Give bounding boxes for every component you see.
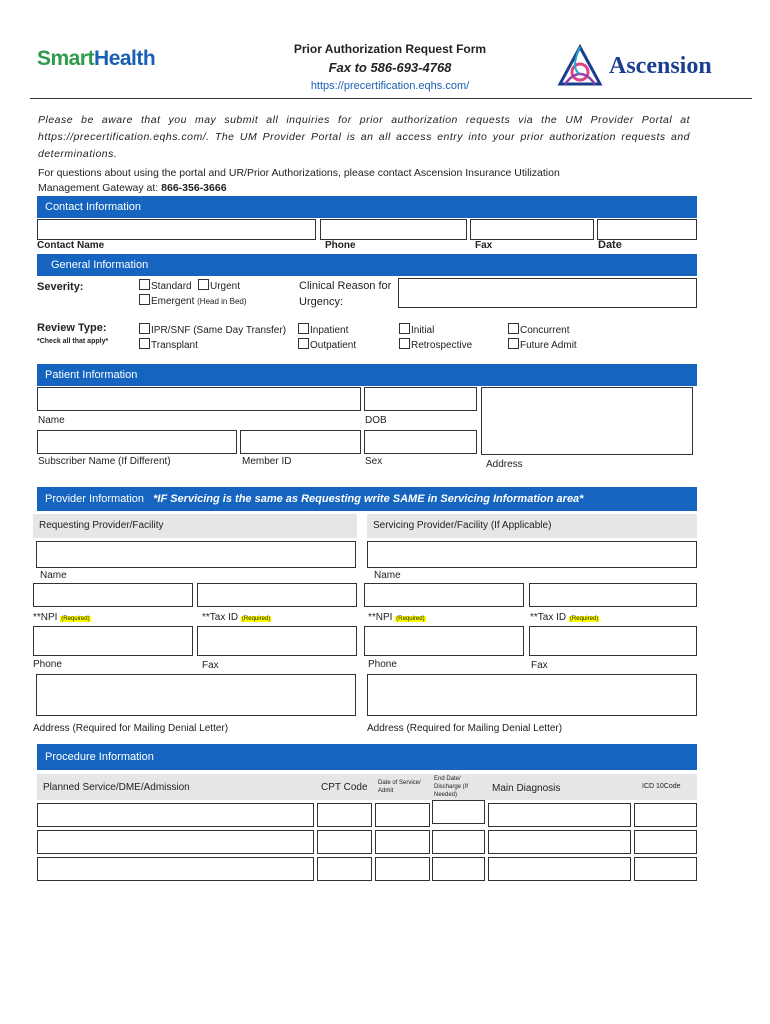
servicing-phone-label: Phone — [368, 659, 397, 670]
logo-health-text: Health — [94, 47, 156, 70]
requesting-npi-field[interactable] — [33, 583, 193, 607]
requesting-tax-id-label — [202, 612, 271, 623]
transplant-checkbox[interactable] — [139, 338, 198, 351]
patient-address-field[interactable] — [481, 387, 693, 455]
procedure-service-field[interactable] — [37, 830, 314, 854]
procedure-dos-field[interactable] — [375, 803, 430, 827]
contact-date-label: Date — [598, 239, 622, 251]
procedure-dos-field[interactable] — [375, 830, 430, 854]
future-admit-checkbox[interactable] — [508, 338, 577, 351]
procedure-diagnosis-field[interactable] — [488, 803, 631, 827]
smarthealth-logo — [37, 47, 155, 71]
standard-checkbox[interactable] — [139, 279, 192, 292]
review-type-label: Review Type: — [37, 322, 107, 334]
col-main-diagnosis: Main Diagnosis — [492, 783, 561, 794]
ascension-wordmark: Ascension — [609, 53, 712, 79]
requesting-npi-label — [33, 612, 91, 623]
check-all-note: *Check all that apply* — [37, 338, 109, 345]
requesting-fax-label: Fax — [202, 660, 219, 671]
servicing-name-label: Name — [374, 570, 401, 581]
checkbox-icon — [139, 338, 150, 349]
servicing-phone-field[interactable] — [364, 626, 524, 656]
patient-sex-field[interactable] — [364, 430, 477, 454]
col-icd10-code: ICD 10Code — [642, 783, 681, 790]
servicing-fax-field[interactable] — [529, 626, 697, 656]
initial-checkbox[interactable] — [399, 323, 434, 336]
subscriber-name-label: Subscriber Name (If Different) — [38, 456, 171, 467]
ascension-emblem-icon — [555, 44, 605, 90]
checkbox-icon — [139, 294, 150, 305]
emergent-checkbox[interactable] — [139, 294, 247, 307]
concurrent-label: Concurrent — [520, 325, 570, 336]
checkbox-icon — [508, 338, 519, 349]
intro-paragraph: Please be aware that you may submit all inquiries for prior authorization requests via the UM Provider Portal at https://precertification.eqhs.com/. The UM Provider Portal is an all access entry into your prior authorization requests and determinations. — [38, 114, 690, 160]
col-planned-service: Planned Service/DME/Admission — [43, 782, 190, 793]
ipr-label: IPR/SNF (Same Day Transfer) — [151, 325, 287, 336]
header-divider — [30, 98, 752, 99]
procedure-section-bar: Procedure Information — [37, 744, 697, 770]
required-badge: (Required) — [569, 616, 599, 622]
procedure-end-date-field[interactable] — [432, 830, 485, 854]
retrospective-checkbox[interactable] — [399, 338, 472, 351]
required-badge: (Required) — [396, 616, 425, 622]
member-id-label: Member ID — [242, 456, 292, 467]
checkbox-icon — [198, 279, 209, 290]
servicing-fax-label: Fax — [531, 660, 548, 671]
provider-section-title: Provider Information — [45, 493, 145, 505]
clinical-reason-field[interactable] — [398, 278, 697, 308]
clinical-reason-label: Clinical Reason for Urgency: — [299, 280, 392, 308]
fax-line: Fax to 586-693-4768 — [328, 60, 452, 75]
servicing-npi-field[interactable] — [364, 583, 524, 607]
ipr-checkbox[interactable] — [139, 323, 286, 336]
procedure-diagnosis-field[interactable] — [488, 857, 631, 881]
checkbox-icon — [139, 323, 150, 334]
provider-section-note: *IF Servicing is the same as Requesting write SAME in Servicing Information area* — [153, 493, 584, 505]
outpatient-label: Outpatient — [310, 340, 357, 351]
npi-text: **NPI — [33, 612, 58, 623]
procedure-dos-field[interactable] — [375, 857, 430, 881]
patient-address-label: Address — [486, 459, 523, 470]
questions-line-1: For questions about using the portal and UR/Prior Authorizations, please contact Ascension Insurance Utilization — [38, 167, 560, 179]
contact-phone-label: Phone — [325, 240, 356, 251]
contact-name-field[interactable] — [37, 219, 316, 240]
contact-section-bar: Contact Information — [37, 196, 697, 218]
servicing-address-field[interactable] — [367, 674, 697, 716]
required-badge: (Required) — [61, 616, 90, 622]
questions-line-2 — [38, 182, 227, 194]
col-cpt-code: CPT Code — [321, 782, 368, 793]
logo-smart-text: Smart — [37, 47, 95, 70]
procedure-cpt-field[interactable] — [317, 830, 372, 854]
gateway-phone: 866-356-3666 — [161, 182, 227, 194]
patient-section-bar: Patient Information — [37, 364, 697, 386]
contact-name-label: Contact Name — [37, 240, 105, 251]
retrospective-label: Retrospective — [411, 340, 473, 351]
patient-name-label: Name — [38, 415, 65, 426]
requesting-phone-label: Phone — [33, 659, 62, 670]
patient-sex-label: Sex — [365, 456, 383, 467]
requesting-tax-id-field[interactable] — [197, 583, 357, 607]
member-id-field[interactable] — [240, 430, 361, 454]
requesting-name-label: Name — [40, 570, 67, 581]
severity-label: Severity: — [37, 281, 84, 293]
form-title: Prior Authorization Request Form — [293, 42, 487, 56]
checkbox-icon — [298, 338, 309, 349]
inpatient-checkbox[interactable] — [298, 323, 348, 336]
ascension-logo — [555, 44, 725, 92]
patient-name-field[interactable] — [37, 387, 361, 411]
requesting-phone-field[interactable] — [33, 626, 193, 656]
required-badge: (Required) — [241, 616, 271, 622]
questions-prefix: Management Gateway at: — [38, 182, 162, 194]
contact-fax-label: Fax — [475, 240, 493, 251]
requesting-fax-field[interactable] — [197, 626, 357, 656]
portal-url[interactable]: https://precertification.eqhs.com/ — [310, 80, 470, 92]
subscriber-name-field[interactable] — [37, 430, 237, 454]
initial-label: Initial — [411, 325, 435, 336]
procedure-cpt-field[interactable] — [317, 803, 372, 827]
servicing-address-label: Address (Required for Mailing Denial Letter) — [367, 723, 563, 734]
emergent-label: Emergent — [151, 296, 195, 307]
procedure-icd-field[interactable] — [634, 857, 697, 881]
procedure-service-field[interactable] — [37, 857, 314, 881]
contact-fax-field[interactable] — [470, 219, 594, 240]
servicing-tax-id-label — [530, 612, 599, 623]
emergent-note: (Head in Bed) — [197, 297, 247, 306]
patient-dob-field[interactable] — [364, 387, 477, 411]
npi-text: **NPI — [368, 612, 393, 623]
col-end-date: End Date/ Discharge (If Needed) — [434, 776, 469, 798]
transplant-label: Transplant — [151, 340, 198, 351]
procedure-cpt-field[interactable] — [317, 857, 372, 881]
procedure-end-date-field[interactable] — [432, 800, 485, 824]
urgent-checkbox[interactable] — [198, 279, 240, 292]
future-admit-label: Future Admit — [520, 340, 577, 351]
requesting-address-label: Address (Required for Mailing Denial Letter) — [33, 723, 229, 734]
contact-phone-field[interactable] — [320, 219, 467, 240]
col-date-of-service: Date of Service/ Admit — [378, 780, 421, 794]
servicing-npi-label — [368, 612, 426, 623]
procedure-icd-field[interactable] — [634, 803, 697, 827]
procedure-end-date-field[interactable] — [432, 857, 485, 881]
procedure-diagnosis-field[interactable] — [488, 830, 631, 854]
patient-dob-label: DOB — [365, 415, 387, 426]
checkbox-icon — [399, 323, 410, 334]
checkbox-icon — [508, 323, 519, 334]
provider-section-bar — [37, 487, 697, 511]
tax-id-text: **Tax ID — [530, 612, 567, 623]
requesting-address-field[interactable] — [36, 674, 356, 716]
servicing-tax-id-field[interactable] — [529, 583, 697, 607]
standard-label: Standard — [151, 281, 192, 292]
outpatient-checkbox[interactable] — [298, 338, 356, 351]
servicing-provider-header: Servicing Provider/Facility (If Applicable) — [367, 514, 697, 538]
tax-id-text: **Tax ID — [202, 612, 239, 623]
procedure-icd-field[interactable] — [634, 830, 697, 854]
requesting-name-field[interactable] — [36, 541, 356, 568]
contact-date-field[interactable] — [597, 219, 697, 240]
checkbox-icon — [298, 323, 309, 334]
urgent-label: Urgent — [210, 281, 241, 292]
concurrent-checkbox[interactable] — [508, 323, 569, 336]
general-section-bar: General Information — [37, 254, 697, 276]
checkbox-icon — [139, 279, 150, 290]
servicing-name-field[interactable] — [367, 541, 697, 568]
requesting-provider-header: Requesting Provider/Facility — [33, 514, 357, 538]
checkbox-icon — [399, 338, 410, 349]
inpatient-label: Inpatient — [310, 325, 349, 336]
procedure-service-field[interactable] — [37, 803, 314, 827]
